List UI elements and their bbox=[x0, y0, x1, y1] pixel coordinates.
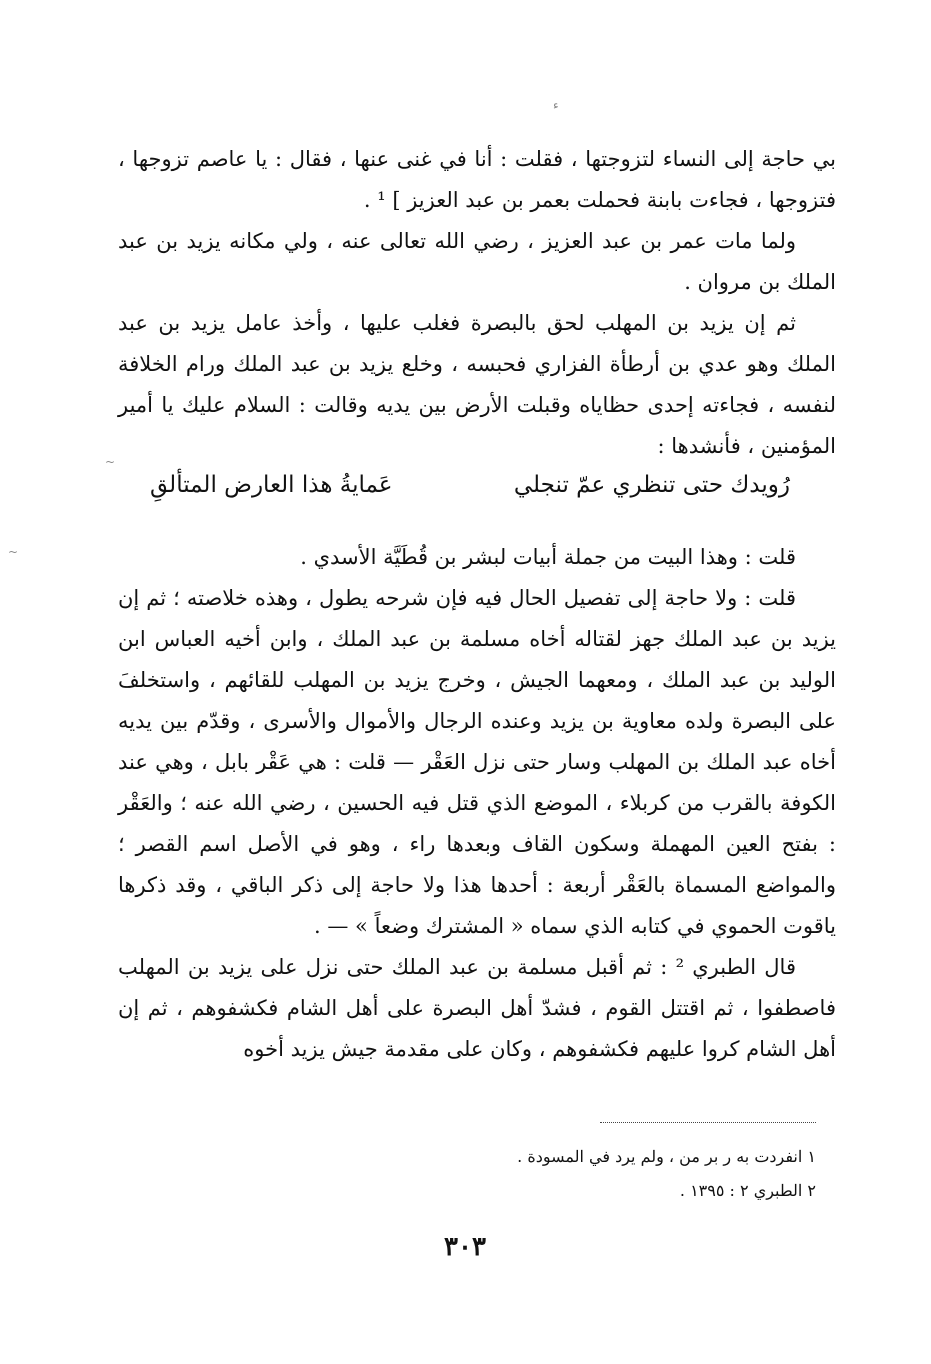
paragraph: قلت : وهذا البيت من جملة أبيات لبشر بن قُطَيَّة الأسدي . bbox=[300, 545, 796, 569]
scan-mark: ء bbox=[553, 98, 559, 112]
verse-first-hemistich: رُويدك حتى تنظري عمّ تنجلي bbox=[513, 472, 790, 498]
footnote: ١ انفردت به ر بر من ، ولم يرد في المسودة . bbox=[517, 1147, 816, 1166]
footnote: ٢ الطبري ٢ : ١٣٩٥ . bbox=[679, 1181, 816, 1200]
paragraph: ثم إن يزيد بن المهلب لحق بالبصرة فغلب عليها ، وأخذ عامل يزيد بن عبد الملك وهو عدي بن أرطأة الفزاري فحبسه ، وخلع يزيد بن عبد الملك ورام الخلافة لنفسه ، فجاءته إحدى حظاياه وقبلت الأرض بين يديه وقالت : السلام عليك يا أمير المؤمنين ، فأنشدها : bbox=[118, 311, 836, 458]
paragraph: قلت : ولا حاجة إلى تفصيل الحال فيه فإن شرحه يطول ، وهذه خلاصته ؛ ثم إن يزيد بن عبد الملك جهز لقتاله أخاه مسلمة بن عبد الملك ، وابن أخيه العباس ابن الوليد بن عبد الملك ، ومعهما الجيش ، وخرج يزيد بن المهلب للقائهم ، واستخلفَ على البصرة ولده معاوية بن يزيد وعنده الرجال والأموال والأسرى ، وقدّم بين يديه أخاه عبد الملك بن المهلب وسار حتى نزل العَقْر — قلت : هي عَقْر بابل ، وهي عند الكوفة بالقرب من كربلاء ، الموضع الذي قتل فيه الحسين ، رضي الله عنه ؛ والعَقْر : بفتح العين المهملة وسكون القاف وبعدها راء ، وهو في الأصل اسم القصر ؛ والمواضع المسماة بالعَقْر أربعة : أحدها هذا ولا حاجة إلى ذكر الباقي ، وقد ذكرها ياقوت الحموي في كتابه الذي سماه « المشترك وضعاً » — . bbox=[118, 586, 836, 938]
scan-mark: ~ bbox=[8, 545, 19, 559]
paragraph: قال الطبري ² : ثم أقبل مسلمة بن عبد الملك حتى نزل على يزيد بن المهلب فاصطفوا ، ثم اقتتل القوم ، فشدّ أهل البصرة على أهل الشام فكشفوهم ، ثم إن أهل الشام كروا عليهم فكشفوهم ، وكان على مقدمة جيش يزيد أخوه bbox=[118, 955, 836, 1061]
verse-second-hemistich: عَمايةُ هذا العارض المتألقِ bbox=[150, 472, 393, 498]
poem-verse bbox=[150, 472, 790, 498]
body-text-bottom bbox=[118, 537, 836, 1070]
footnote-separator bbox=[600, 1122, 816, 1123]
paragraph: ولما مات عمر بن عبد العزيز ، رضي الله تعالى عنه ، ولي مكانه يزيد بن عبد الملك بن مروان . bbox=[118, 229, 836, 294]
paragraph: بي حاجة إلى النساء لتزوجتها ، فقلت : أنا في غنى عنها ، فقال : يا عاصم تزوجها ، فتزوجها ، فجاءت بابنة فحملت بعمر بن عبد العزيز ] ¹ . bbox=[118, 147, 836, 212]
scan-mark: ~ bbox=[105, 455, 116, 469]
page-number: ٣٠٣ bbox=[444, 1232, 486, 1262]
body-text-top bbox=[118, 139, 836, 467]
footnotes bbox=[400, 1140, 816, 1208]
